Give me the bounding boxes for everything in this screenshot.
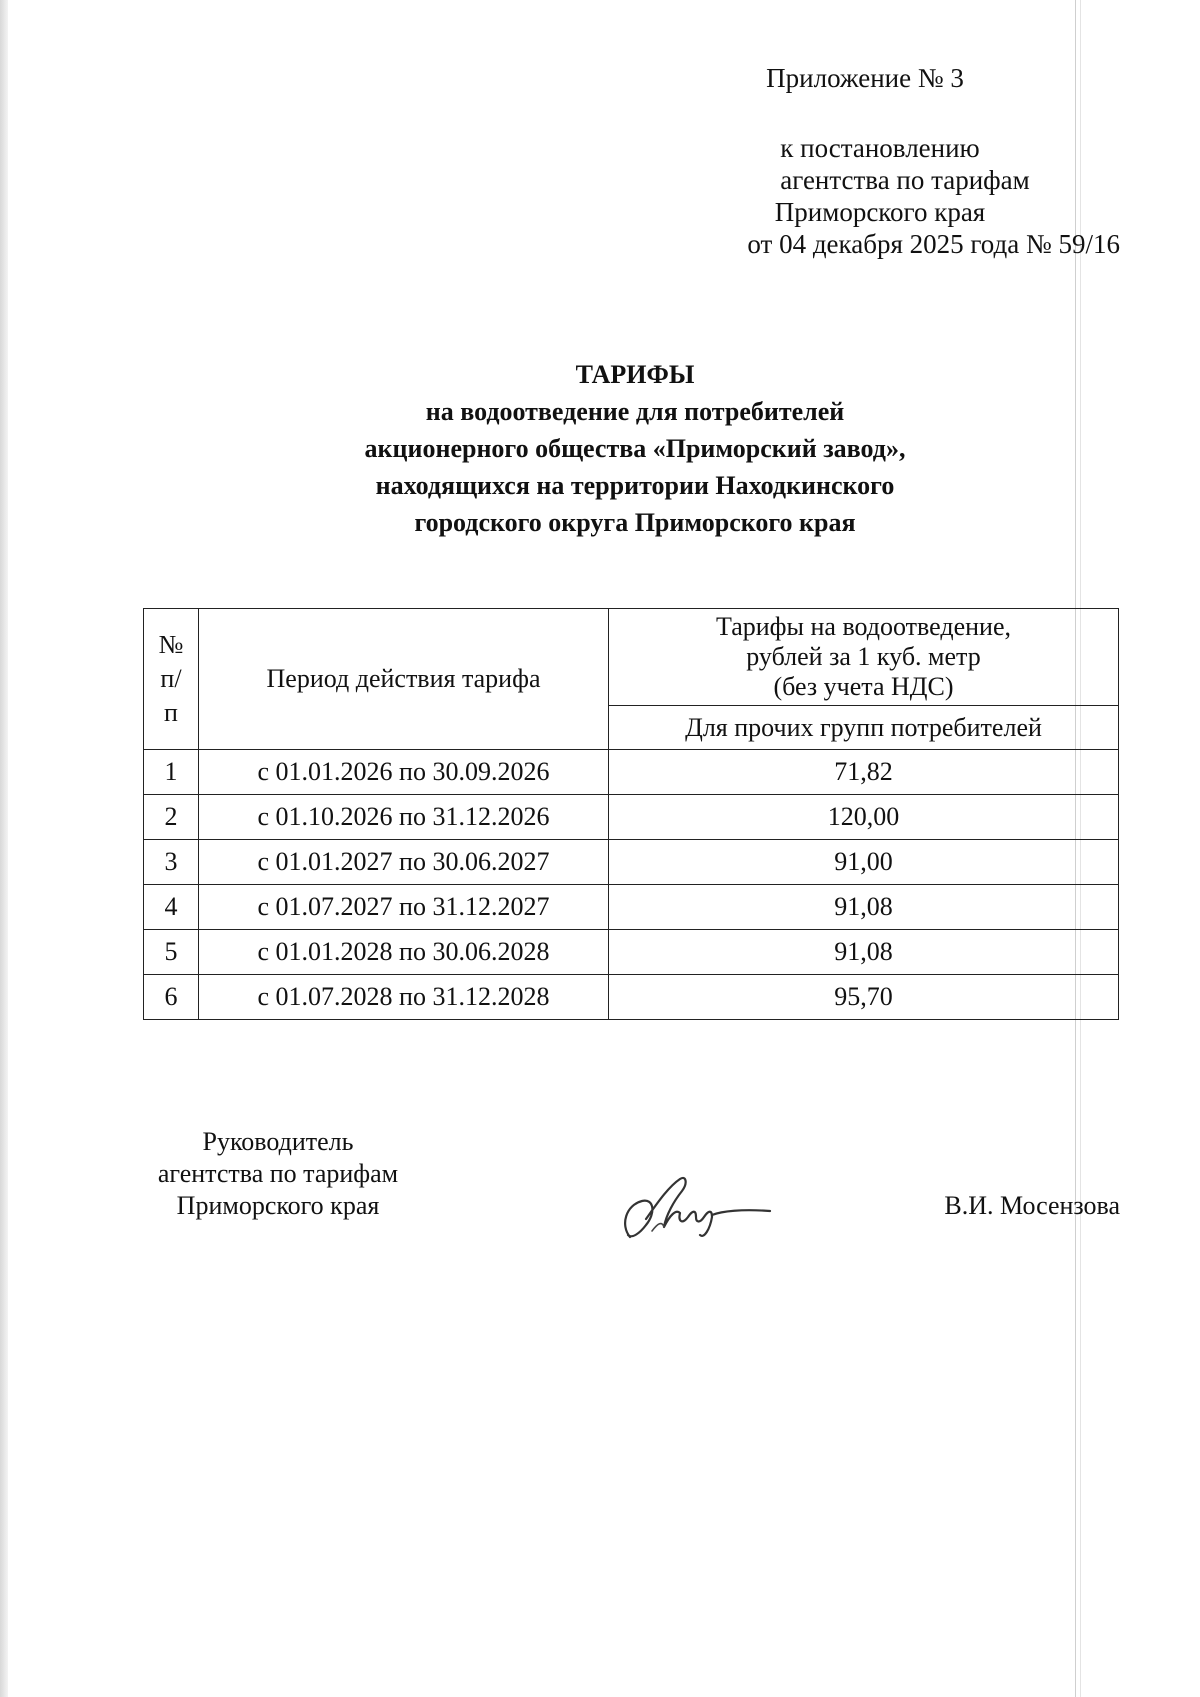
- row-period: с 01.01.2028 по 30.06.2028: [199, 930, 609, 975]
- title-line: находящихся на территории Находкинского: [375, 471, 895, 500]
- row-period: с 01.01.2027 по 30.06.2027: [199, 840, 609, 885]
- title-line: акционерного общества «Приморский завод»,: [364, 434, 906, 463]
- basis-date-line: от 04 декабря 2025 года № 59/16: [747, 229, 1120, 259]
- row-period: с 01.07.2027 по 31.12.2027: [199, 885, 609, 930]
- table-row: [144, 795, 1119, 840]
- header-num: [144, 609, 199, 750]
- header-tariff-line: (без учета НДС): [773, 672, 954, 701]
- signer-title-line: агентства по тарифам: [157, 1159, 399, 1188]
- table-header-row: [144, 609, 1119, 706]
- row-value: 95,70: [609, 975, 1119, 1020]
- table-row: [144, 750, 1119, 795]
- signer-title: [128, 1126, 428, 1222]
- document-title: [200, 356, 1070, 541]
- row-period: с 01.07.2028 по 31.12.2028: [199, 975, 609, 1020]
- table-row: [144, 840, 1119, 885]
- basis-line: Приморского края: [774, 197, 986, 227]
- row-num: 2: [144, 795, 199, 840]
- title-line: на водоотведение для потребителей: [425, 397, 845, 426]
- header-tariff-line: Тарифы на водоотведение,: [715, 612, 1011, 641]
- row-value: 91,08: [609, 930, 1119, 975]
- row-period: с 01.10.2026 по 31.12.2026: [199, 795, 609, 840]
- row-num: 5: [144, 930, 199, 975]
- row-num: 1: [144, 750, 199, 795]
- row-value: 71,82: [609, 750, 1119, 795]
- table-row: [144, 885, 1119, 930]
- table-row: [144, 930, 1119, 975]
- title-line: ТАРИФЫ: [575, 360, 695, 389]
- header-num-line: п/: [160, 664, 182, 693]
- signer-name: В.И. Мосензова: [944, 1191, 1120, 1220]
- header-tariff-line: рублей за 1 куб. метр: [746, 642, 981, 671]
- handwritten-signature: [612, 1165, 782, 1245]
- row-value: 120,00: [609, 795, 1119, 840]
- row-value: 91,00: [609, 840, 1119, 885]
- row-value: 91,08: [609, 885, 1119, 930]
- row-period: с 01.01.2026 по 30.09.2026: [199, 750, 609, 795]
- basis-line: агентства по тарифам: [780, 165, 1030, 195]
- title-line: городского округа Приморского края: [414, 508, 856, 537]
- header-num-line: №: [158, 630, 184, 659]
- row-num: 3: [144, 840, 199, 885]
- appendix-number: Приложение № 3: [766, 63, 964, 93]
- header-period: Период действия тарифа: [199, 609, 609, 750]
- basis-line: к постановлению: [780, 133, 980, 163]
- row-num: 6: [144, 975, 199, 1020]
- tariff-table: [143, 608, 1119, 1020]
- signer-title-line: Руководитель: [202, 1127, 354, 1156]
- appendix-basis: [700, 132, 1120, 260]
- scan-left-edge: [0, 0, 8, 1697]
- row-num: 4: [144, 885, 199, 930]
- table-row: [144, 975, 1119, 1020]
- header-tariff: [609, 609, 1119, 706]
- header-num-line: п: [164, 698, 178, 727]
- header-consumer-group: Для прочих групп потребителей: [609, 706, 1119, 750]
- signer-title-line: Приморского края: [176, 1191, 380, 1220]
